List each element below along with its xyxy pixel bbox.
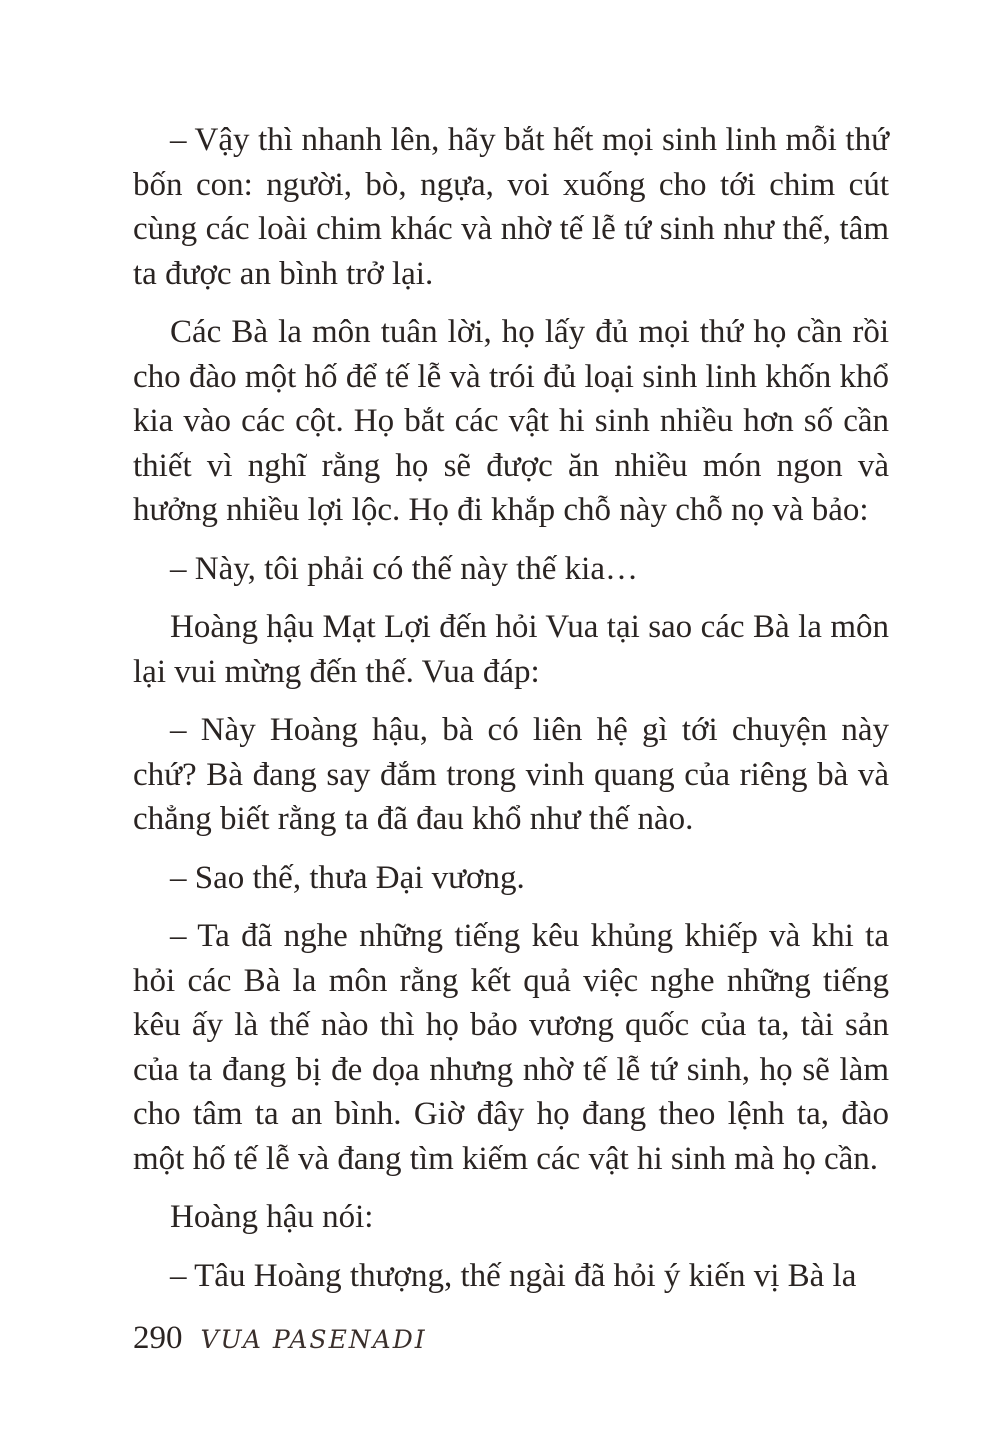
running-title: VUA PASENADI [200,1325,427,1354]
paragraph: – Ta đã nghe những tiếng kêu khủng khiếp và khi ta hỏi các Bà la môn rằng kết quả việc nghe những tiếng kêu ấy là thế nào thì họ bảo vương quốc của ta, tài sản của ta đang bị đe dọa nhưng nhờ tế lễ tứ sinh, họ sẽ làm cho tâm ta an bình. Giờ đây họ đang theo lệnh ta, đào một hố tế lễ và đang tìm kiếm các vật hi sinh mà họ cần. [133,918,889,1177]
page-number: 290 [133,1320,183,1356]
paragraph: Hoàng hậu Mạt Lợi đến hỏi Vua tại sao các Bà la môn lại vui mừng đến thế. Vua đáp: [133,609,889,690]
paragraph: – Tâu Hoàng thượng, thế ngài đã hỏi ý kiến vị Bà la [170,1257,857,1294]
paragraph: – Sao thế, thưa Đại vương. [170,859,525,896]
paragraph: – Này, tôi phải có thế này thế kia… [170,550,638,587]
paragraph: Các Bà la môn tuân lời, họ lấy đủ mọi thứ họ cần rồi cho đào một hố để tế lễ và trói đủ loại sinh linh khốn khổ kia vào các cột. Họ bắt các vật hi sinh nhiều hơn số cần thiết vì nghĩ rằng họ sẽ được ăn nhiều món ngon và hưởng nhiều lợi lộc. Họ đi khắp chỗ này chỗ nọ và bảo: [133,314,889,528]
paragraph: – Này Hoàng hậu, bà có liên hệ gì tới chuyện này chứ? Bà đang say đắm trong vinh quang của riêng bà và chẳng biết rằng ta đã đau khổ như thế nào. [133,712,889,837]
paragraph: Hoàng hậu nói: [170,1199,374,1235]
body-text [133,118,889,1312]
page-footer [133,1320,427,1364]
paragraph: – Vậy thì nhanh lên, hãy bắt hết mọi sinh linh mỗi thứ bốn con: người, bò, ngựa, voi xuống cho tới chim cút cùng các loài chim khác và nhờ tế lễ tứ sinh như thế, tâm ta được an bình trở lại. [133,122,889,292]
